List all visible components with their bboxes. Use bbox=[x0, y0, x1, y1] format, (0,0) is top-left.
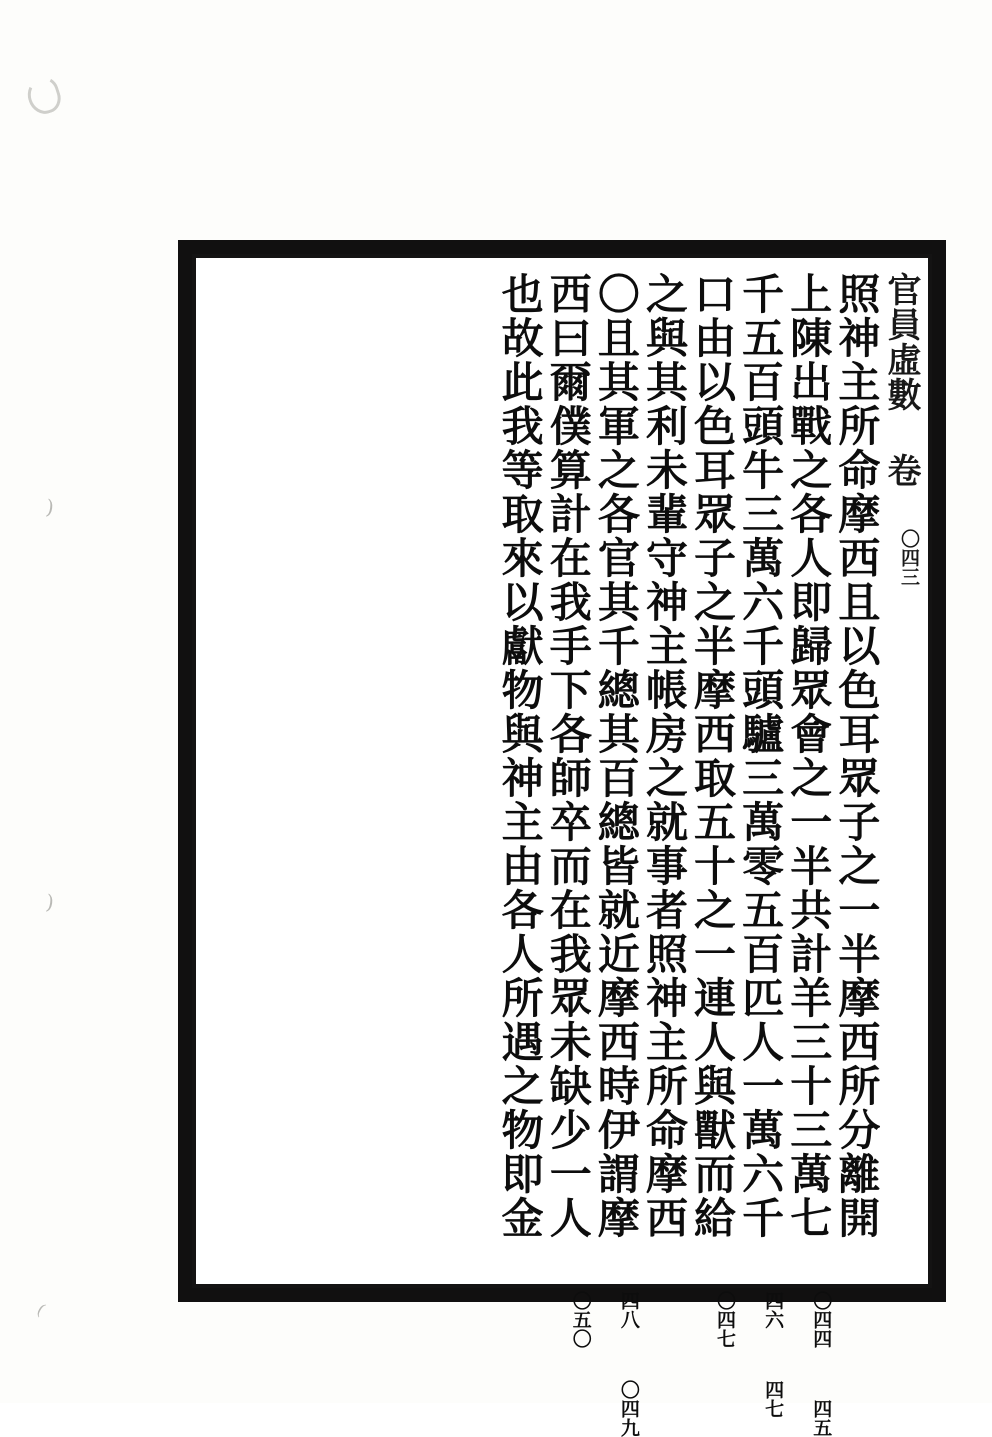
column-note: 〇四七 bbox=[714, 1291, 737, 1348]
column-note: 〇四四 bbox=[810, 1291, 833, 1348]
column-note: 四五 bbox=[810, 1399, 833, 1437]
column-note: 〇五〇 bbox=[569, 1291, 592, 1348]
text-column bbox=[496, 268, 544, 1274]
column-note: 四六 bbox=[762, 1291, 785, 1329]
vertical-text-columns bbox=[202, 264, 922, 1437]
column-text: 也故此我等取來以獻物與神主由各人所遇之物即金 bbox=[495, 272, 545, 1240]
column-note: 四八 bbox=[617, 1291, 640, 1329]
running-head-column bbox=[880, 268, 920, 1274]
column-text: 西曰爾僕算計在我手下各師卒而在我眾未缺少一人 bbox=[543, 272, 593, 1240]
text-column bbox=[591, 268, 641, 1437]
column-note: 四七 bbox=[762, 1380, 785, 1418]
text-column bbox=[832, 268, 880, 1274]
column-note: 〇四九 bbox=[617, 1380, 640, 1437]
column-text: 口由以色耳眾子之半摩西取五十之一連人與獸而給 bbox=[688, 272, 738, 1240]
scan-mark-icon: ( bbox=[33, 1299, 49, 1320]
text-column bbox=[736, 268, 786, 1418]
text-column bbox=[640, 268, 688, 1274]
column-text: 上陳出戰之各人即歸眾會之一半共計羊三十三萬七 bbox=[784, 272, 834, 1240]
column-text: 照神主所命摩西且以色耳眾子之一半摩西所分離開 bbox=[832, 272, 882, 1240]
column-text: 〇且其軍之各官其千總其百總皆就近摩西時伊謂摩 bbox=[591, 272, 641, 1240]
scan-mark-icon: ) bbox=[44, 889, 56, 915]
text-column bbox=[543, 268, 593, 1348]
text-block-page bbox=[202, 264, 922, 1437]
seal-mark: 卷 bbox=[881, 453, 921, 488]
text-block-inner-border bbox=[192, 254, 932, 1437]
text-column bbox=[784, 268, 834, 1437]
running-head-title: 官員虛數 bbox=[881, 272, 921, 412]
text-block-frame bbox=[178, 240, 946, 1437]
hole-punch-artifact bbox=[23, 74, 65, 118]
text-column bbox=[688, 268, 738, 1348]
running-head-page-note: 〇四三 bbox=[898, 529, 920, 586]
column-text: 之與其利未輩守神主帳房之就事者照神主所命摩西 bbox=[639, 272, 689, 1240]
column-text: 千五百頭牛三萬六千頭驢三萬零五百匹人一萬六千 bbox=[736, 272, 786, 1240]
scan-mark-icon: ) bbox=[44, 494, 56, 520]
